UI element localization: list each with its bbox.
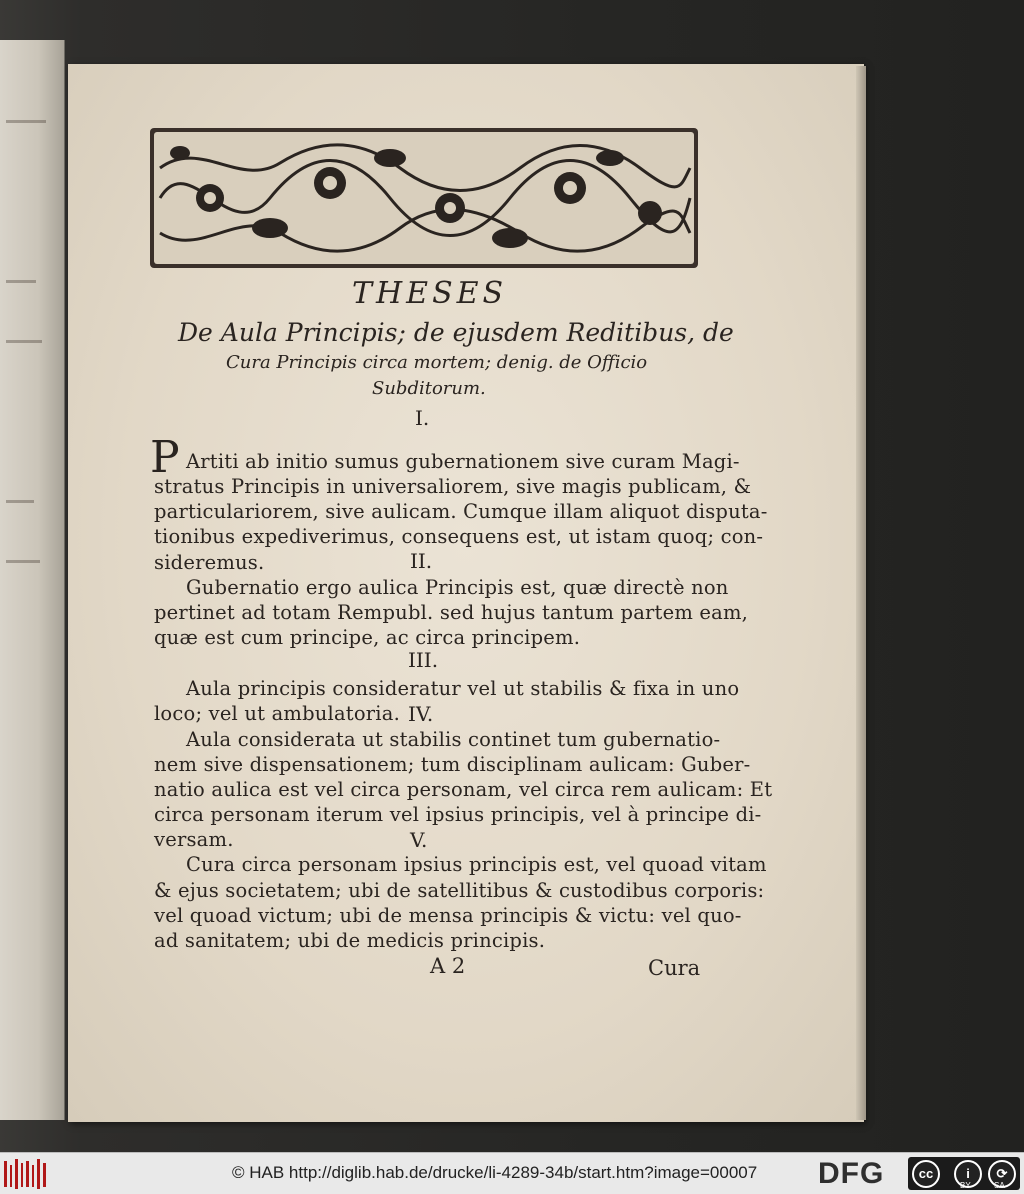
text-line: loco; vel ut ambulatoria. xyxy=(154,702,400,725)
cc-sa-label: SA xyxy=(994,1181,1005,1190)
text-line: sideremus. xyxy=(154,551,265,574)
page-title: THESES xyxy=(352,276,508,311)
subtitle-line-3: Subditorum. xyxy=(372,378,486,399)
signature-mark: A 2 xyxy=(430,954,466,978)
section-numeral-5: V. xyxy=(410,828,428,852)
drop-cap-initial: P xyxy=(150,432,180,483)
text-line: Artiti ab initio sumus gubernationem sive curam Magi- xyxy=(186,450,740,473)
section-numeral-3: III. xyxy=(408,648,439,672)
text-line: quæ est cum principe, ac circa principem. xyxy=(154,626,581,649)
section-numeral-2: II. xyxy=(410,549,433,573)
subtitle-line-1: De Aula Principis; de ejusdem Reditibus, de xyxy=(178,318,734,347)
text-line: Aula principis consideratur vel ut stabilis & fixa in uno xyxy=(186,677,740,700)
text-line: Gubernatio ergo aulica Principis est, quæ directè non xyxy=(186,576,729,599)
text-line: Aula considerata ut stabilis continet tum gubernatio- xyxy=(186,728,721,751)
cc-by-label: BY xyxy=(960,1181,971,1190)
cc-icon: cc xyxy=(912,1160,940,1188)
subtitle-line-2: Cura Principis circa mortem; denig. de Officio xyxy=(226,352,648,373)
text-line: nem sive dispensationem; tum disciplinam aulicam: Guber- xyxy=(154,753,751,776)
cc-by-sa-icon[interactable] xyxy=(908,1157,1020,1190)
text-line: versam. xyxy=(154,828,234,851)
text-line: ad sanitatem; ubi de medicis principis. xyxy=(154,929,546,952)
catchword: Cura xyxy=(648,956,701,980)
footer-bar xyxy=(0,1152,1024,1194)
sa-icon: ⟳ xyxy=(988,1160,1016,1188)
by-icon: i xyxy=(954,1160,982,1188)
text-line: & ejus societatem; ubi de satellitibus & custodibus corporis: xyxy=(154,879,765,902)
text-line: stratus Principis in universaliorem, sive magis publicam, & xyxy=(154,475,752,498)
section-numeral-1: I. xyxy=(415,406,430,430)
text-line: natio aulica est vel circa personam, vel circa rem aulicam: Et xyxy=(154,778,773,801)
text-line: circa personam iterum vel ipsius principis, vel à principe di- xyxy=(154,803,762,826)
copyright-link[interactable]: © HAB http://diglib.hab.de/drucke/li-4289-34b/start.htm?image=00007 xyxy=(232,1163,758,1182)
previous-page-edge xyxy=(0,40,65,1120)
dfg-logo: DFG xyxy=(818,1157,885,1190)
hab-logo-icon xyxy=(4,1159,48,1189)
text-line: pertinet ad totam Rempubl. sed hujus tantum partem eam, xyxy=(154,601,749,624)
page-edge-shadow xyxy=(856,66,866,1120)
text-line: tionibus expediverimus, consequens est, ut istam quoq; con- xyxy=(154,525,764,548)
section-numeral-4: IV. xyxy=(408,702,434,726)
text-line: Cura circa personam ipsius principis est, vel quoad vitam xyxy=(186,853,767,876)
woodcut-ornament-banner xyxy=(150,128,698,268)
text-line: vel quoad victum; ubi de mensa principis & victu: vel quo- xyxy=(154,904,742,927)
text-line: particulariorem, sive aulicam. Cumque illam aliquot disputa- xyxy=(154,500,768,523)
